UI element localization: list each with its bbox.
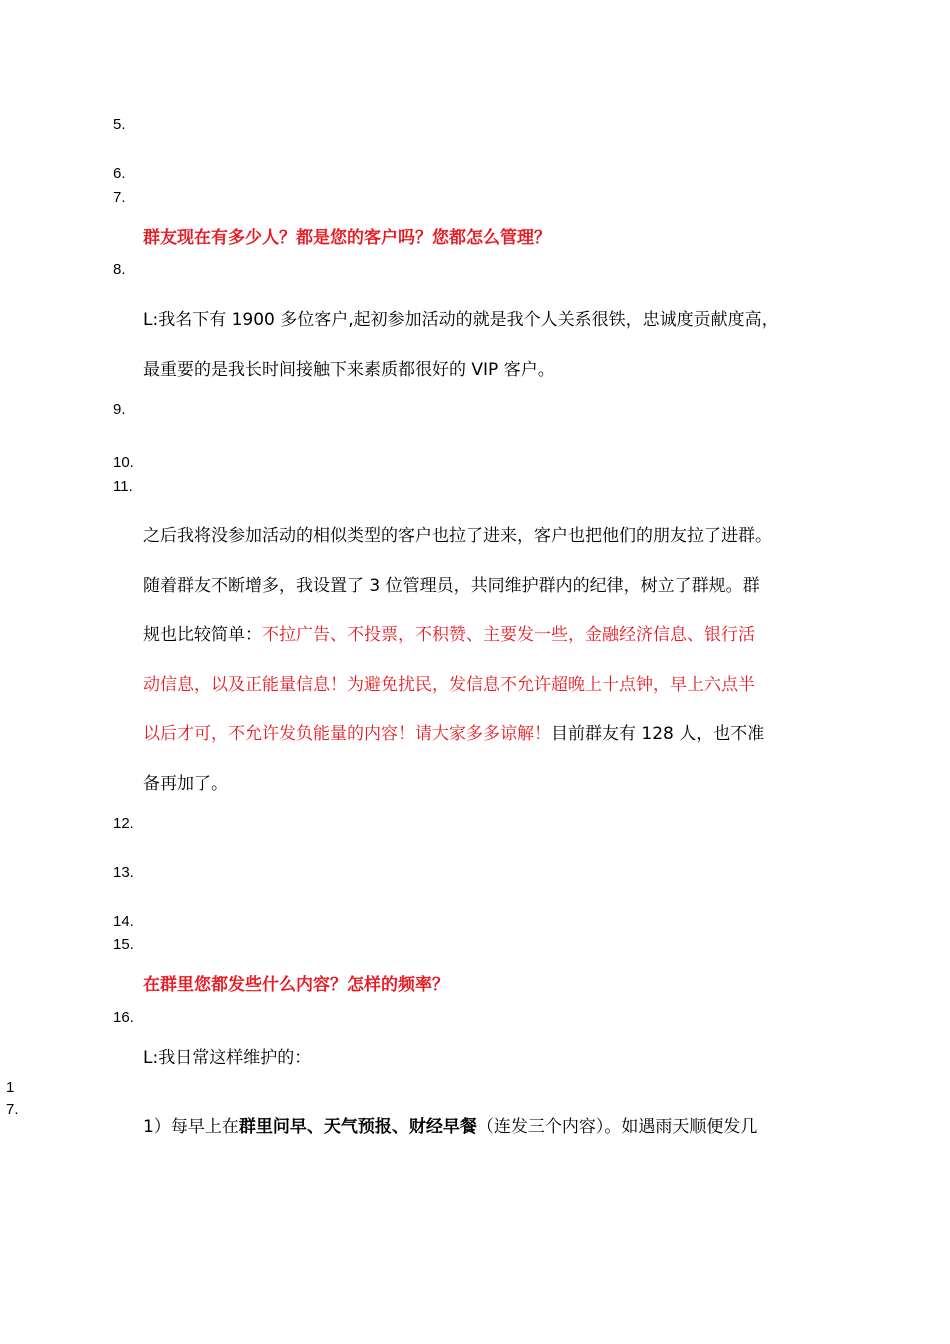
item-bold-text: 群里问早、天气预报、财经早餐 (238, 1117, 477, 1137)
list-number: 5. (113, 116, 126, 133)
answer-line: L:我日常这样维护的： (143, 1048, 312, 1068)
list-number: 15. (113, 936, 134, 953)
list-number: 16. (113, 1009, 134, 1026)
paragraph-line: 随着群友不断增多，我设置了 3 位管理员，共同维护群内的纪律，树立了群规。群 (143, 576, 760, 596)
question-heading: 群友现在有多少人？都是您的客户吗？您都怎么管理？ (143, 228, 551, 248)
list-number: 10. (113, 454, 134, 471)
list-number: 8. (113, 261, 126, 278)
list-number: 6. (113, 165, 126, 182)
item-text: （连发三个内容）。如遇雨天顺便发几 (476, 1117, 758, 1137)
list-number: 9. (113, 401, 126, 418)
list-number: 12. (113, 815, 134, 832)
list-number: 11. (113, 478, 133, 495)
paragraph-line (143, 719, 764, 744)
answer-line: 最重要的是我长时间接触下来素质都很好的 VIP 客户。 (143, 360, 555, 380)
paragraph-line (143, 620, 755, 645)
answer-line: L:我名下有 1900 多位客户,起初参加活动的就是我个人关系很铁，忠诚度贡献度高， (143, 310, 779, 330)
paragraph-line: 之后我将没参加活动的相似类型的客户也拉了进来，客户也把他们的朋友拉了进群。 (143, 526, 772, 546)
paragraph-line: 备再加了。 (143, 774, 228, 794)
list-number: 13. (113, 864, 134, 881)
list-number: 14. (113, 913, 134, 930)
paragraph-text: 目前群友有 128 人，也不准 (551, 724, 765, 744)
item-text: 1）每早上在 (143, 1117, 239, 1137)
list-number: 1 (6, 1079, 15, 1096)
group-rules-text: 不拉广告、不投票，不积赞、主要发一些，金融经济信息、银行活 (262, 625, 755, 645)
group-rules-text: 动信息，以及正能量信息！为避免扰民，发信息不允许超晚上十点钟，早上六点半 (143, 675, 755, 695)
question-heading: 在群里您都发些什么内容？怎样的频率？ (143, 975, 449, 995)
paragraph-text: 规也比较简单： (143, 625, 262, 645)
list-number: 7. (6, 1101, 19, 1118)
list-item (143, 1112, 757, 1137)
group-rules-text: 以后才可，不允许发负能量的内容！请大家多多谅解！ (143, 724, 551, 744)
list-number: 7. (113, 189, 126, 206)
